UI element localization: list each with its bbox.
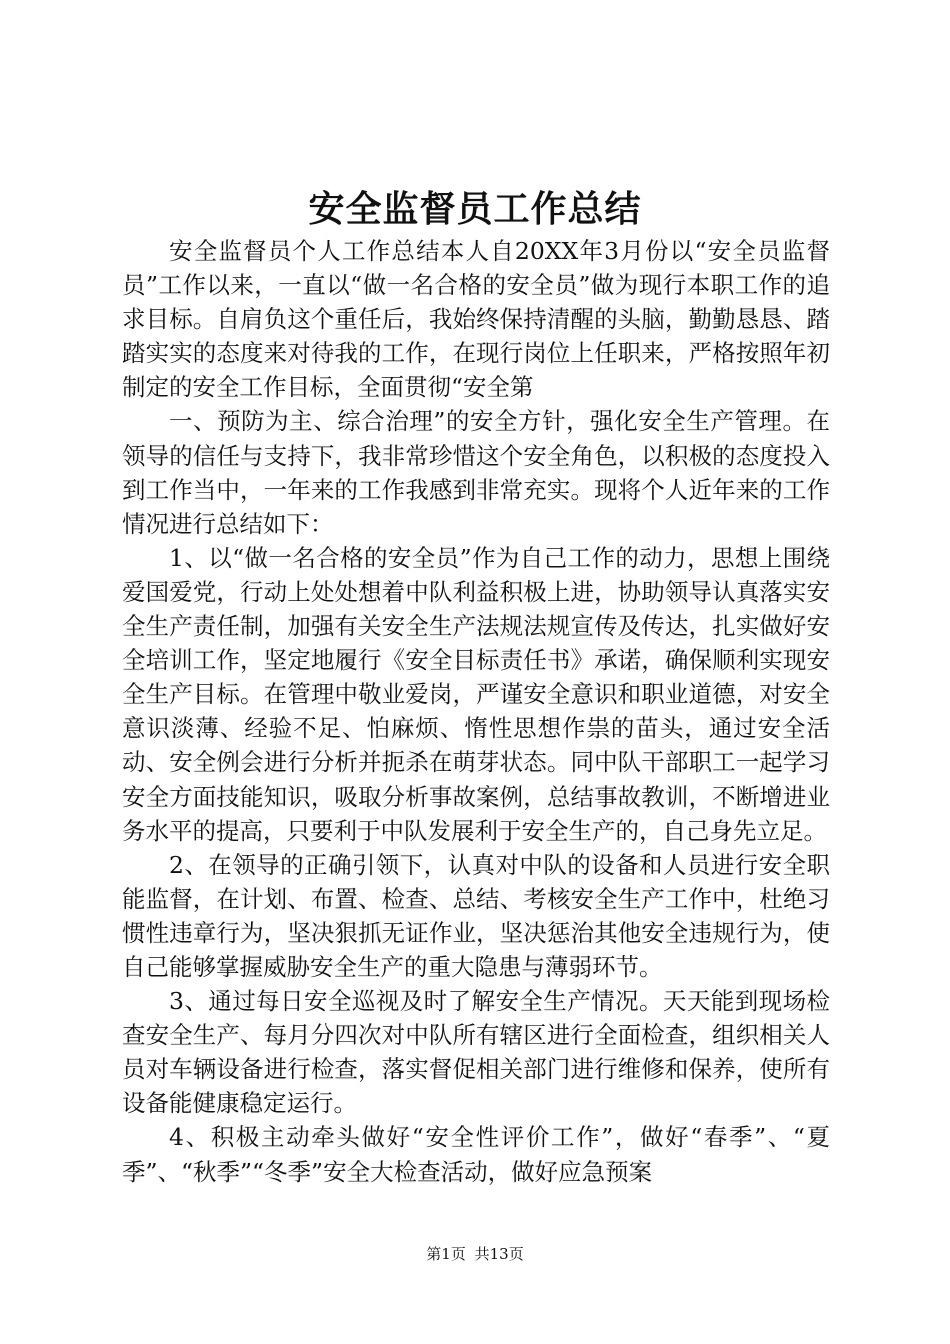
document-title: 安全监督员工作总结 <box>308 188 642 230</box>
paragraph-item-1: 1、以“做一名合格的安全员”作为自己工作的动力，思想上围绕爱国爱党，行动上处处想着中队利益积极上进，协助领导认真落实安全生产责任制，加强有关安全生产法规法规宣传及传达，扎实做好安全培训工作，坚定地履行《安全目标责任书》承诺，确保顺利实现安全生产目标。在管理中敬业爱岗，严谨安全意识和职业道德，对安全意识淡薄、经验不足、怕麻烦、惰性思想作祟的苗头，通过安全活动、安全例会进行分析并扼杀在萌芽状态。同中队干部职工一起学习安全方面技能知识，吸取分析事故案例，总结事故教训，不断增进业务水平的提高，只要利于中队发展利于安全生产的，自己身先立足。 <box>122 543 830 845</box>
document-body <box>122 234 830 1189</box>
paragraph-policy: 一、预防为主、综合治理”的安全方针，强化安全生产管理。在领导的信任与支持下，我非常珍惜这个安全角色，以积极的态度投入到工作当中，一年来的工作我感到非常充实。现将个人近年来的工作情况进行总结如下： <box>122 407 830 538</box>
paragraph-item-2: 2、在领导的正确引领下，认真对中队的设备和人员进行安全职能监督，在计划、布置、检查、总结、考核安全生产工作中，杜绝习惯性违章行为，坚决狠抓无证作业，坚决惩治其他安全违规行为，使自己能够掌握威胁安全生产的重大隐患与薄弱环节。 <box>122 850 830 981</box>
paragraph-item-3: 3、通过每日安全巡视及时了解安全生产情况。天天能到现场检查安全生产、每月分四次对中队所有辖区进行全面检查，组织相关人员对车辆设备进行检查，落实督促相关部门进行维修和保养，使所有设备能健康稳定运行。 <box>122 987 830 1118</box>
page-total: 共13页 <box>474 1245 524 1263</box>
page-number: 第1页 <box>426 1245 466 1263</box>
paragraph-item-4: 4、积极主动牵头做好“安全性评价工作”，做好“春季”、“夏季”、“秋季”“冬季”安全大检查活动，做好应急预案 <box>122 1123 830 1186</box>
paragraph-intro: 安全监督员个人工作总结本人自20XX年3月份以“安全员监督员”工作以来，一直以“做一名合格的安全员”做为现行本职工作的追求目标。自肩负这个重任后，我始终保持清醒的头脑，勤勤恳恳、踏踏实实的态度来对待我的工作，在现行岗位上任职来，严格按照年初制定的安全工作目标，全面贯彻“安全第 <box>122 237 830 402</box>
page-footer <box>0 1244 950 1264</box>
